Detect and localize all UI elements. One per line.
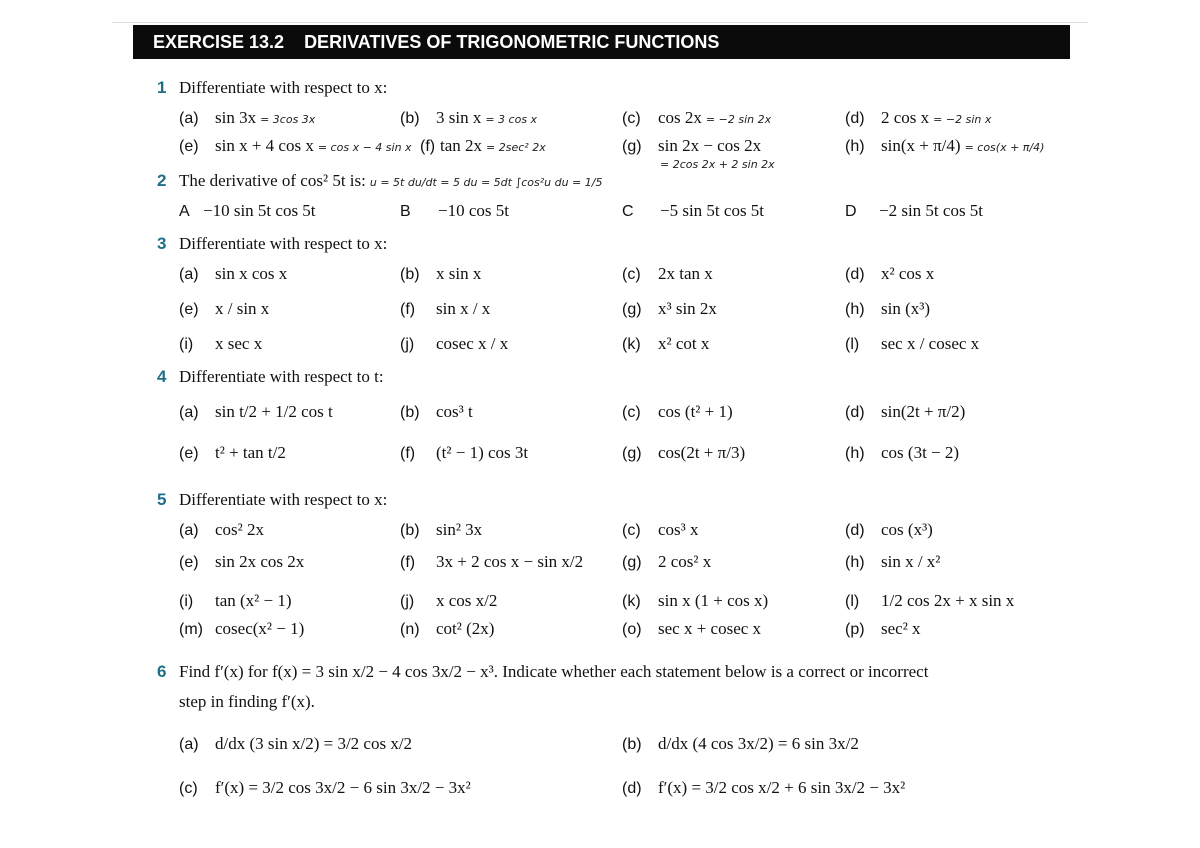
q4-item-f: (f) (t² − 1) cos 3t [400, 443, 529, 462]
q4-item-e: (e) t² + tan t/2 [179, 443, 286, 462]
q1-item-e: (e) sin x + 4 cos x = cos x − 4 sin x [179, 136, 412, 155]
q1-item-d: (d) 2 cos x = −2 sin x [845, 108, 992, 127]
q6-item-a: (a) d/dx (3 sin x/2) = 3/2 cos x/2 [179, 734, 413, 753]
q5-item-e: (e) sin 2x cos 2x [179, 552, 305, 571]
q4-text: Differentiate with respect to t: [179, 367, 384, 386]
q5-item-c: (c) cos³ x [622, 520, 699, 539]
q5-item-d: (d) cos (x³) [845, 520, 933, 539]
q5-item-n: (n) cot² (2x) [400, 619, 495, 638]
q3-item-f: (f) sin x / x [400, 299, 491, 318]
handwritten-answer: = cos(x + π/4) [964, 141, 1045, 154]
handwritten-answer: = 2sec² 2x [486, 141, 546, 154]
q2-option-d: D −2 sin 5t cos 5t [845, 201, 984, 220]
q6-text-1: Find f′(x) for f(x) = 3 sin x/2 − 4 cos 3x/2 − x³. Indicate whether each statement below is a correct or incorrect [179, 662, 929, 681]
q3-item-g: (g) x³ sin 2x [622, 299, 717, 318]
q5-item-m: (m) cosec(x² − 1) [179, 619, 305, 638]
q5-item-h: (h) sin x / x² [845, 552, 941, 571]
q1-item-c: (c) cos 2x = −2 sin 2x [622, 108, 772, 127]
q3-item-b: (b) x sin x [400, 264, 482, 283]
q2-text: The derivative of cos² 5t is: u = 5t du/dt = 5 du = 5dt ∫cos²u du = 1/5 [179, 171, 603, 190]
top-rule [112, 22, 1088, 23]
q5-item-f: (f) 3x + 2 cos x − sin x/2 [400, 552, 584, 571]
q5-item-o: (o) sec x + cosec x [622, 619, 762, 638]
q3-item-i: (i) x sec x [179, 334, 263, 353]
q4-number: 4 [157, 367, 167, 386]
exercise-title: DERIVATIVES OF TRIGONOMETRIC FUNCTIONS [304, 31, 720, 52]
q5-item-a: (a) cos² 2x [179, 520, 265, 539]
q1-g-handwritten-answer: = 2cos 2x + 2 sin 2x [660, 158, 775, 171]
q1-item-a: (a) sin 3x = 3cos 3x [179, 108, 316, 127]
q4-item-h: (h) cos (3t − 2) [845, 443, 960, 462]
q5-item-j: (j) x cos x/2 [400, 591, 498, 610]
q3-item-a: (a) sin x cos x [179, 264, 288, 283]
q3-number: 3 [157, 234, 167, 253]
exercise-number: EXERCISE 13.2 [153, 31, 285, 52]
q1-item-h: (h) sin(x + π/4) = cos(x + π/4) [845, 136, 1045, 155]
q5-number: 5 [157, 490, 167, 509]
handwritten-answer: = cos x − 4 sin x [317, 141, 412, 154]
q5-item-b: (b) sin² 3x [400, 520, 483, 539]
q3-item-l: (l) sec x / cosec x [845, 334, 980, 353]
q6-number: 6 [157, 662, 167, 681]
q5-item-k: (k) sin x (1 + cos x) [622, 591, 769, 610]
q1-item-b: (b) 3 sin x = 3 cos x [400, 108, 538, 127]
q5-item-i: (i) tan (x² − 1) [179, 591, 292, 610]
handwritten-answer: = 3 cos x [485, 113, 538, 126]
q4-item-d: (d) sin(2t + π/2) [845, 402, 966, 421]
handwritten-working: u = 5t du/dt = 5 du = 5dt ∫cos²u du = 1/5 [369, 176, 603, 189]
q4-item-b: (b) cos³ t [400, 402, 473, 421]
q5-item-g: (g) 2 cos² x [622, 552, 712, 571]
q1-number: 1 [157, 78, 167, 97]
q5-item-l: (l) 1/2 cos 2x + x sin x [845, 591, 1015, 610]
q3-item-c: (c) 2x tan x [622, 264, 713, 283]
handwritten-answer: = −2 sin x [933, 113, 992, 126]
q6-text-2: step in finding f′(x). [179, 692, 315, 711]
q6-item-c: (c) f′(x) = 3/2 cos 3x/2 − 6 sin 3x/2 − 3x² [179, 778, 471, 797]
q3-item-d: (d) x² cos x [845, 264, 935, 283]
q2-option-b: B −10 cos 5t [400, 201, 509, 220]
handwritten-answer: = −2 sin 2x [705, 113, 772, 126]
q5-item-p: (p) sec² x [845, 619, 921, 638]
exercise-header [133, 25, 1070, 59]
q6-item-b: (b) d/dx (4 cos 3x/2) = 6 sin 3x/2 [622, 734, 859, 753]
q5-text: Differentiate with respect to x: [179, 490, 388, 509]
q1-item-f: (f) tan 2x = 2sec² 2x [420, 136, 546, 155]
q1-text: Differentiate with respect to x: [179, 78, 388, 97]
q3-item-j: (j) cosec x / x [400, 334, 509, 353]
q3-item-h: (h) sin (x³) [845, 299, 931, 318]
q6-item-d: (d) f′(x) = 3/2 cos x/2 + 6 sin 3x/2 − 3x² [622, 778, 906, 797]
q1-item-g: (g) sin 2x − cos 2x [622, 136, 762, 155]
q3-item-e: (e) x / sin x [179, 299, 270, 318]
q4-item-c: (c) cos (t² + 1) [622, 402, 733, 421]
q4-item-g: (g) cos(2t + π/3) [622, 443, 746, 462]
q2-number: 2 [157, 171, 167, 190]
q2-option-c: C −5 sin 5t cos 5t [622, 201, 765, 220]
q4-item-a: (a) sin t/2 + 1/2 cos t [179, 402, 333, 421]
q3-text: Differentiate with respect to x: [179, 234, 388, 253]
q2-option-a: A −10 sin 5t cos 5t [179, 201, 316, 220]
q3-item-k: (k) x² cot x [622, 334, 710, 353]
handwritten-answer: = 3cos 3x [260, 113, 316, 126]
